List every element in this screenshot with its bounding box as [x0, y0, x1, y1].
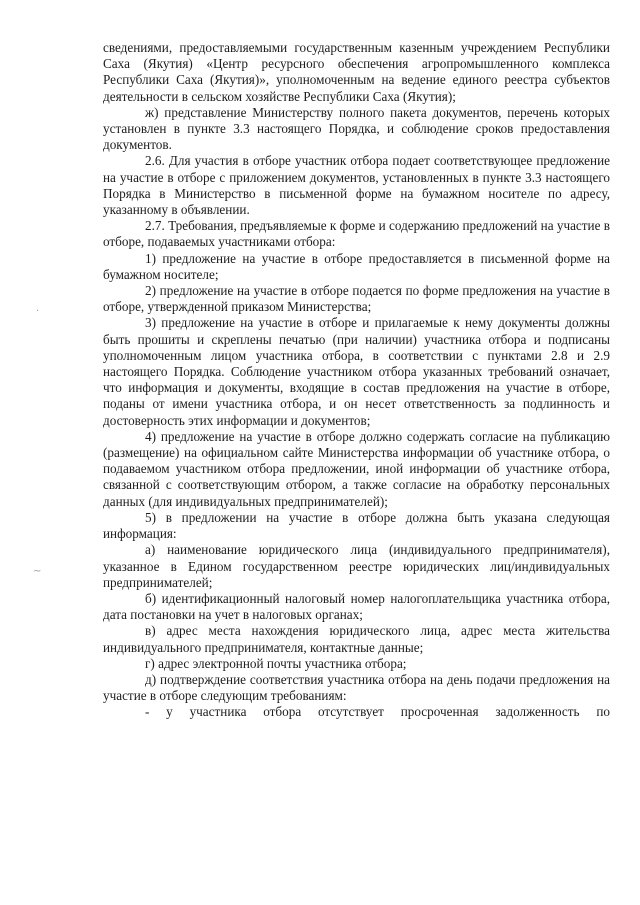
- paragraph-info-v: в) адрес места нахождения юридического лица, адрес места жительства индивидуального предпринимателя, контактные данные;: [103, 623, 610, 655]
- paragraph-requirement-2: 2) предложение на участие в отборе подается по форме предложения на участие в отборе, утвержденной приказом Министерства;: [103, 283, 610, 315]
- paragraph-2-6: 2.6. Для участия в отборе участник отбора подает соответствующее предложение на участие в отборе с приложением документов, установленных в пункте 3.3 настоящего Порядка в Министерство в письменной форме на бумажном носителе по адресу, указанному в объявлении.: [103, 153, 610, 218]
- paragraph-requirement-3: 3) предложение на участие в отборе и прилагаемые к нему документы должны быть прошиты и скреплены печатью (при наличии) участника отбора и подписаны уполномоченным лицом участника отбора, в соответствии с пунктами 2.8 и 2.9 настоящего Порядка. Соблюдение участником отбора указанных требований означает, что информация и документы, входящие в состав предложения на участие в отборе, поданы от имени участника отбора, и он несет ответственность за подлинность и достоверность этих информации и документов;: [103, 315, 610, 428]
- paragraph-info-b: б) идентификационный налоговый номер налогоплательщика участника отбора, дата постановки на учет в налоговых органах;: [103, 590, 610, 623]
- paragraph-item-zh: ж) представление Министерству полного пакета документов, перечень которых установлен в пункте 3.3 настоящего Порядка, и соблюдение сроков предоставления документов.: [103, 104, 610, 153]
- paragraph-requirement-5: 5) в предложении на участие в отборе должна быть указана следующая информация:: [103, 509, 610, 542]
- scan-artifact-mark: ·: [36, 306, 40, 317]
- scan-artifact-mark: ~: [33, 566, 42, 577]
- paragraph-debt-requirement: - у участника отбора отсутствует просроченная задолженность по: [145, 704, 610, 720]
- paragraph-registry-info: сведениями, предоставляемыми государственным казенным учреждением Республики Саха (Якутия) «Центр ресурсного обеспечения агропромышленного комплекса Республики Саха (Якутия)», уполномоченным на ведение единого реестра субъектов деятельности в сельском хозяйстве Республики Саха (Якутия);: [103, 40, 610, 104]
- document-body: [103, 40, 610, 721]
- paragraph-requirement-1: 1) предложение на участие в отборе предоставляется в письменной форме на бумажном носителе;: [103, 250, 610, 282]
- paragraph-info-g: г) адрес электронной почты участника отбора;: [145, 655, 407, 671]
- paragraph-info-d: д) подтверждение соответствия участника отбора на день подачи предложения на участие в отборе следующим требованиям:: [103, 671, 610, 704]
- paragraph-2-7: 2.7. Требования, предъявляемые к форме и содержанию предложений на участие в отборе, подаваемых участниками отбора:: [103, 218, 610, 250]
- paragraph-info-a: а) наименование юридического лица (индивидуального предпринимателя), указанное в Едином государственном реестре юридических лиц/индивидуальных предпринимателей;: [103, 542, 610, 590]
- paragraph-requirement-4: 4) предложение на участие в отборе должно содержать согласие на публикацию (размещение) на официальном сайте Министерства информации об участнике отбора, о подаваемом участником отбора предложении, иной информации об участнике отбора, связанной с соответствующим отбором, а также согласие на обработку персональных данных (для индивидуальных предпринимателей);: [103, 428, 610, 509]
